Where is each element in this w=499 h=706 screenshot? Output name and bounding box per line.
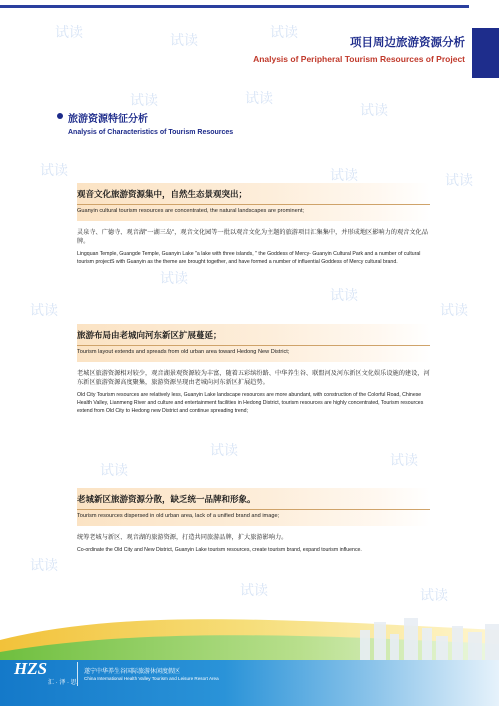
content-block-3 [77, 488, 430, 554]
section-heading [68, 110, 233, 136]
project-name-english: China International Health Valley Tourism and Leisure Resort Area [84, 676, 219, 681]
watermark: 试读 [40, 162, 68, 178]
block-body: 灵泉寺、广德寺、观音湖"一湖三岛"，观音文化园等一批以观音文化为主题的旅游项目汇集集中，并形成地区影响力的观音文化品牌。 [77, 229, 428, 245]
section-title: 旅游资源特征分析 [68, 114, 148, 125]
block-heading-english: Guanyin cultural tourism resources are concentrated, the natural landscapes are prominent; [77, 208, 304, 214]
footer-decoration [0, 600, 499, 706]
watermark: 试读 [210, 442, 238, 458]
page-title-english: Analysis of Peripheral Tourism Resources of Project [253, 54, 465, 64]
watermark: 试读 [270, 24, 298, 40]
content-block-1 [77, 183, 430, 266]
watermark: 试读 [240, 582, 268, 598]
block-heading-band [77, 183, 430, 221]
watermark: 试读 [30, 557, 58, 573]
section-title-english: Analysis of Characteristics of Tourism Resources [68, 129, 234, 136]
block-heading-band [77, 324, 430, 362]
watermark: 试读 [390, 452, 418, 468]
bullet-dot-icon [57, 113, 63, 119]
block-body-english: Old City Tourism resources are relatively less, Guanyin Lake landscape resources are more abundant, with construction of the Colorful Road, Chinese Health Valley, Lianmeng River and culture and entertainment facilities in Hedong District, tourism resources are highly concentrated, Tourism resources extend from Old City to Hedong new District and continue spreading trend; [77, 392, 424, 414]
company-logo: HZS [14, 659, 48, 678]
project-name: 遂宁中华养生谷国际旅游休闲度假区 [84, 669, 181, 675]
block-body-english: Co-ordinate the Old City and New District, Guanyin Lake tourism resources, create tourism brand, expand tourism influence. [77, 547, 362, 553]
watermark: 试读 [130, 92, 158, 108]
watermark: 试读 [30, 302, 58, 318]
watermark: 试读 [330, 287, 358, 303]
watermark: 试读 [55, 24, 83, 40]
watermark: 试读 [100, 462, 128, 478]
block-body: 统筹老城与新区、观音湖的旅游资源，打造共同旅游品牌，扩大旅游影响力。 [77, 534, 288, 541]
block-body-english: Lingquan Temple, Guangde Temple, Guanyin Lake "a lake with three islands, " the Goddess of Mercy- Guanyin Cultural Park and a number of cultural tourism projectS with Guanyin as the theme are brought together, and have formed a number of influential Goddess of Mercy cultural brand. [77, 251, 421, 265]
heading-divider [77, 345, 430, 346]
block-heading: 旅游布局由老城向河东新区扩展蔓延； [77, 330, 222, 340]
watermark: 试读 [360, 102, 388, 118]
watermark: 试读 [420, 587, 448, 603]
watermark: 试读 [160, 270, 188, 286]
heading-divider [77, 509, 430, 510]
watermark: 试读 [245, 90, 273, 106]
watermark: 试读 [445, 172, 473, 188]
footer-divider [77, 662, 78, 686]
block-heading-english: Tourism layout extends and spreads from old urban area toward Hedong New District; [77, 349, 290, 355]
watermark: 试读 [170, 32, 198, 48]
block-body: 老城区旅游资源相对较少，观音湖景观资源较为丰富，随着五彩缤纷路、中华养生谷、联盟河及河东新区文化娱乐设施的建设，河东新区旅游资源高度聚集，旅游资源呈现由老城向河东新区扩展趋势。 [77, 370, 430, 386]
header-rule [0, 5, 469, 8]
block-heading: 观音文化旅游资源集中，自然生态景观突出； [77, 189, 248, 199]
watermark: 试读 [440, 302, 468, 318]
content-block-2 [77, 324, 430, 415]
company-logo-subtitle: 汇 · 泽 · 思 [48, 680, 77, 686]
heading-divider [77, 204, 430, 205]
watermark: 试读 [330, 167, 358, 183]
page-title: 项目周边旅游资源分析 [350, 37, 465, 49]
header-accent-block [472, 28, 499, 78]
block-heading: 老城新区旅游资源分散，缺乏统一品牌和形象。 [77, 494, 256, 504]
block-heading-english: Tourism resources dispersed in old urban area, lack of a unified brand and image; [77, 513, 280, 519]
block-heading-band [77, 488, 430, 526]
